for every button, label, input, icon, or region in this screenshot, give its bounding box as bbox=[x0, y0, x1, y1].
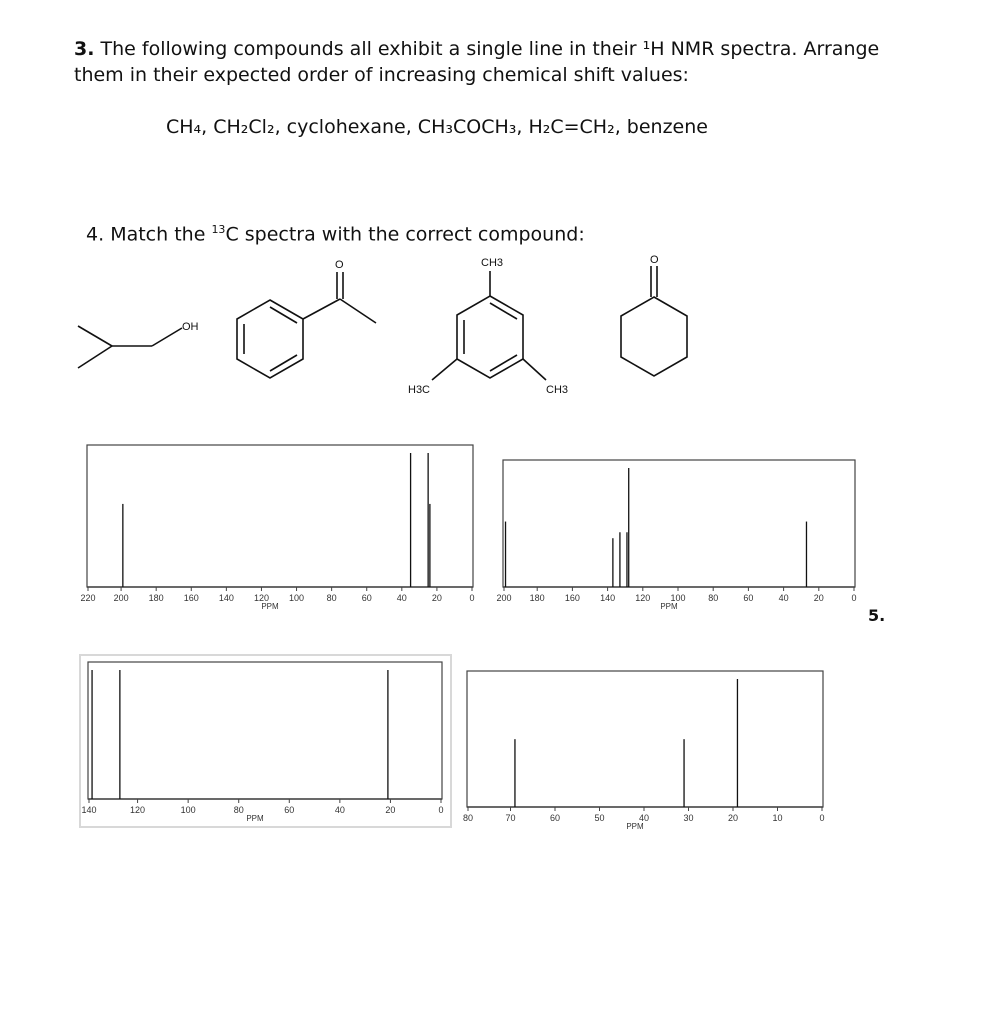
tick-label: 20 bbox=[431, 593, 442, 603]
tick-label: 180 bbox=[529, 593, 545, 603]
plot-frame bbox=[503, 460, 855, 587]
question-4-text-after: C spectra with the correct compound: bbox=[225, 223, 585, 246]
tick-label: 120 bbox=[253, 593, 269, 603]
tick-label: 200 bbox=[496, 593, 512, 603]
structures bbox=[0, 245, 1007, 410]
tick-label: 0 bbox=[819, 813, 825, 823]
plot-frame bbox=[87, 445, 473, 587]
tick-label: 80 bbox=[233, 805, 244, 815]
tick-label: 160 bbox=[183, 593, 199, 603]
tick-label: 50 bbox=[594, 813, 605, 823]
plot-frame bbox=[88, 662, 442, 799]
tick-label: 120 bbox=[130, 805, 146, 815]
compound-list: CH₄, CH₂Cl₂, cyclohexane, CH₃COCH₃, H₂C=CH₂, benzene bbox=[166, 116, 708, 138]
question-5-number: 5. bbox=[868, 606, 886, 625]
axis-label: PPM bbox=[626, 822, 644, 831]
cyclohexanone-structure bbox=[621, 266, 687, 376]
question-4 bbox=[86, 223, 585, 245]
tick-label: 140 bbox=[81, 805, 97, 815]
tick-label: 20 bbox=[727, 813, 739, 823]
tick-label: 140 bbox=[218, 593, 234, 603]
tick-label: 220 bbox=[80, 593, 96, 603]
spectrum-3 bbox=[81, 661, 445, 825]
tick-label: 140 bbox=[600, 593, 616, 603]
question-3 bbox=[74, 36, 904, 88]
question-3-number: 3. bbox=[74, 38, 95, 60]
tick-label: 0 bbox=[469, 593, 475, 603]
tick-label: 120 bbox=[635, 593, 651, 603]
tick-label: 80 bbox=[708, 593, 719, 603]
methyl-label-right: CH3 bbox=[546, 384, 569, 396]
tick-label: 60 bbox=[743, 593, 754, 603]
tick-label: 30 bbox=[683, 813, 694, 823]
tick-label: 40 bbox=[396, 593, 407, 603]
ketone-oxygen-label: O bbox=[650, 254, 659, 266]
tick-label: 200 bbox=[113, 593, 129, 603]
tick-label: 80 bbox=[326, 593, 337, 603]
axis-label: PPM bbox=[660, 602, 678, 611]
tick-label: 10 bbox=[772, 813, 783, 823]
tick-label: 20 bbox=[813, 593, 824, 603]
axis-label: PPM bbox=[261, 602, 279, 611]
tick-label: 60 bbox=[284, 805, 295, 815]
methyl-label-top: CH3 bbox=[481, 257, 504, 269]
isotope-superscript: 13 bbox=[211, 223, 226, 236]
tick-label: 20 bbox=[385, 805, 396, 815]
spectrum-1 bbox=[80, 444, 476, 624]
tick-label: 180 bbox=[148, 593, 164, 603]
question-3-text: The following compounds all exhibit a single line in their ¹H NMR spectra. Arrange them in their expected order of increasing chemical shift values: bbox=[74, 38, 880, 86]
acetophenone-structure bbox=[237, 272, 376, 378]
tick-label: 0 bbox=[438, 805, 444, 815]
axis-label: PPM bbox=[246, 814, 264, 823]
tick-label: 80 bbox=[462, 813, 474, 823]
tick-label: 60 bbox=[361, 593, 372, 603]
hydroxyl-label: OH bbox=[182, 321, 199, 333]
tick-label: 40 bbox=[638, 813, 650, 823]
mesitylene-structure bbox=[432, 271, 546, 380]
tick-label: 100 bbox=[180, 805, 196, 815]
spectrum-4 bbox=[462, 670, 826, 842]
tick-label: 160 bbox=[564, 593, 580, 603]
tick-label: 60 bbox=[549, 813, 561, 823]
tick-label: 100 bbox=[289, 593, 305, 603]
carbonyl-oxygen-label: O bbox=[335, 259, 344, 271]
alcohol-structure bbox=[78, 326, 182, 368]
tick-label: 100 bbox=[670, 593, 686, 603]
plot-frame bbox=[467, 671, 823, 807]
tick-label: 0 bbox=[851, 593, 857, 603]
question-4-number: 4. bbox=[86, 223, 105, 246]
methyl-label-left: H3C bbox=[408, 384, 431, 396]
spectrum-2 bbox=[496, 459, 858, 624]
tick-label: 40 bbox=[334, 805, 345, 815]
question-4-text-before: Match the bbox=[110, 223, 206, 246]
tick-label: 40 bbox=[778, 593, 789, 603]
tick-label: 70 bbox=[505, 813, 516, 823]
